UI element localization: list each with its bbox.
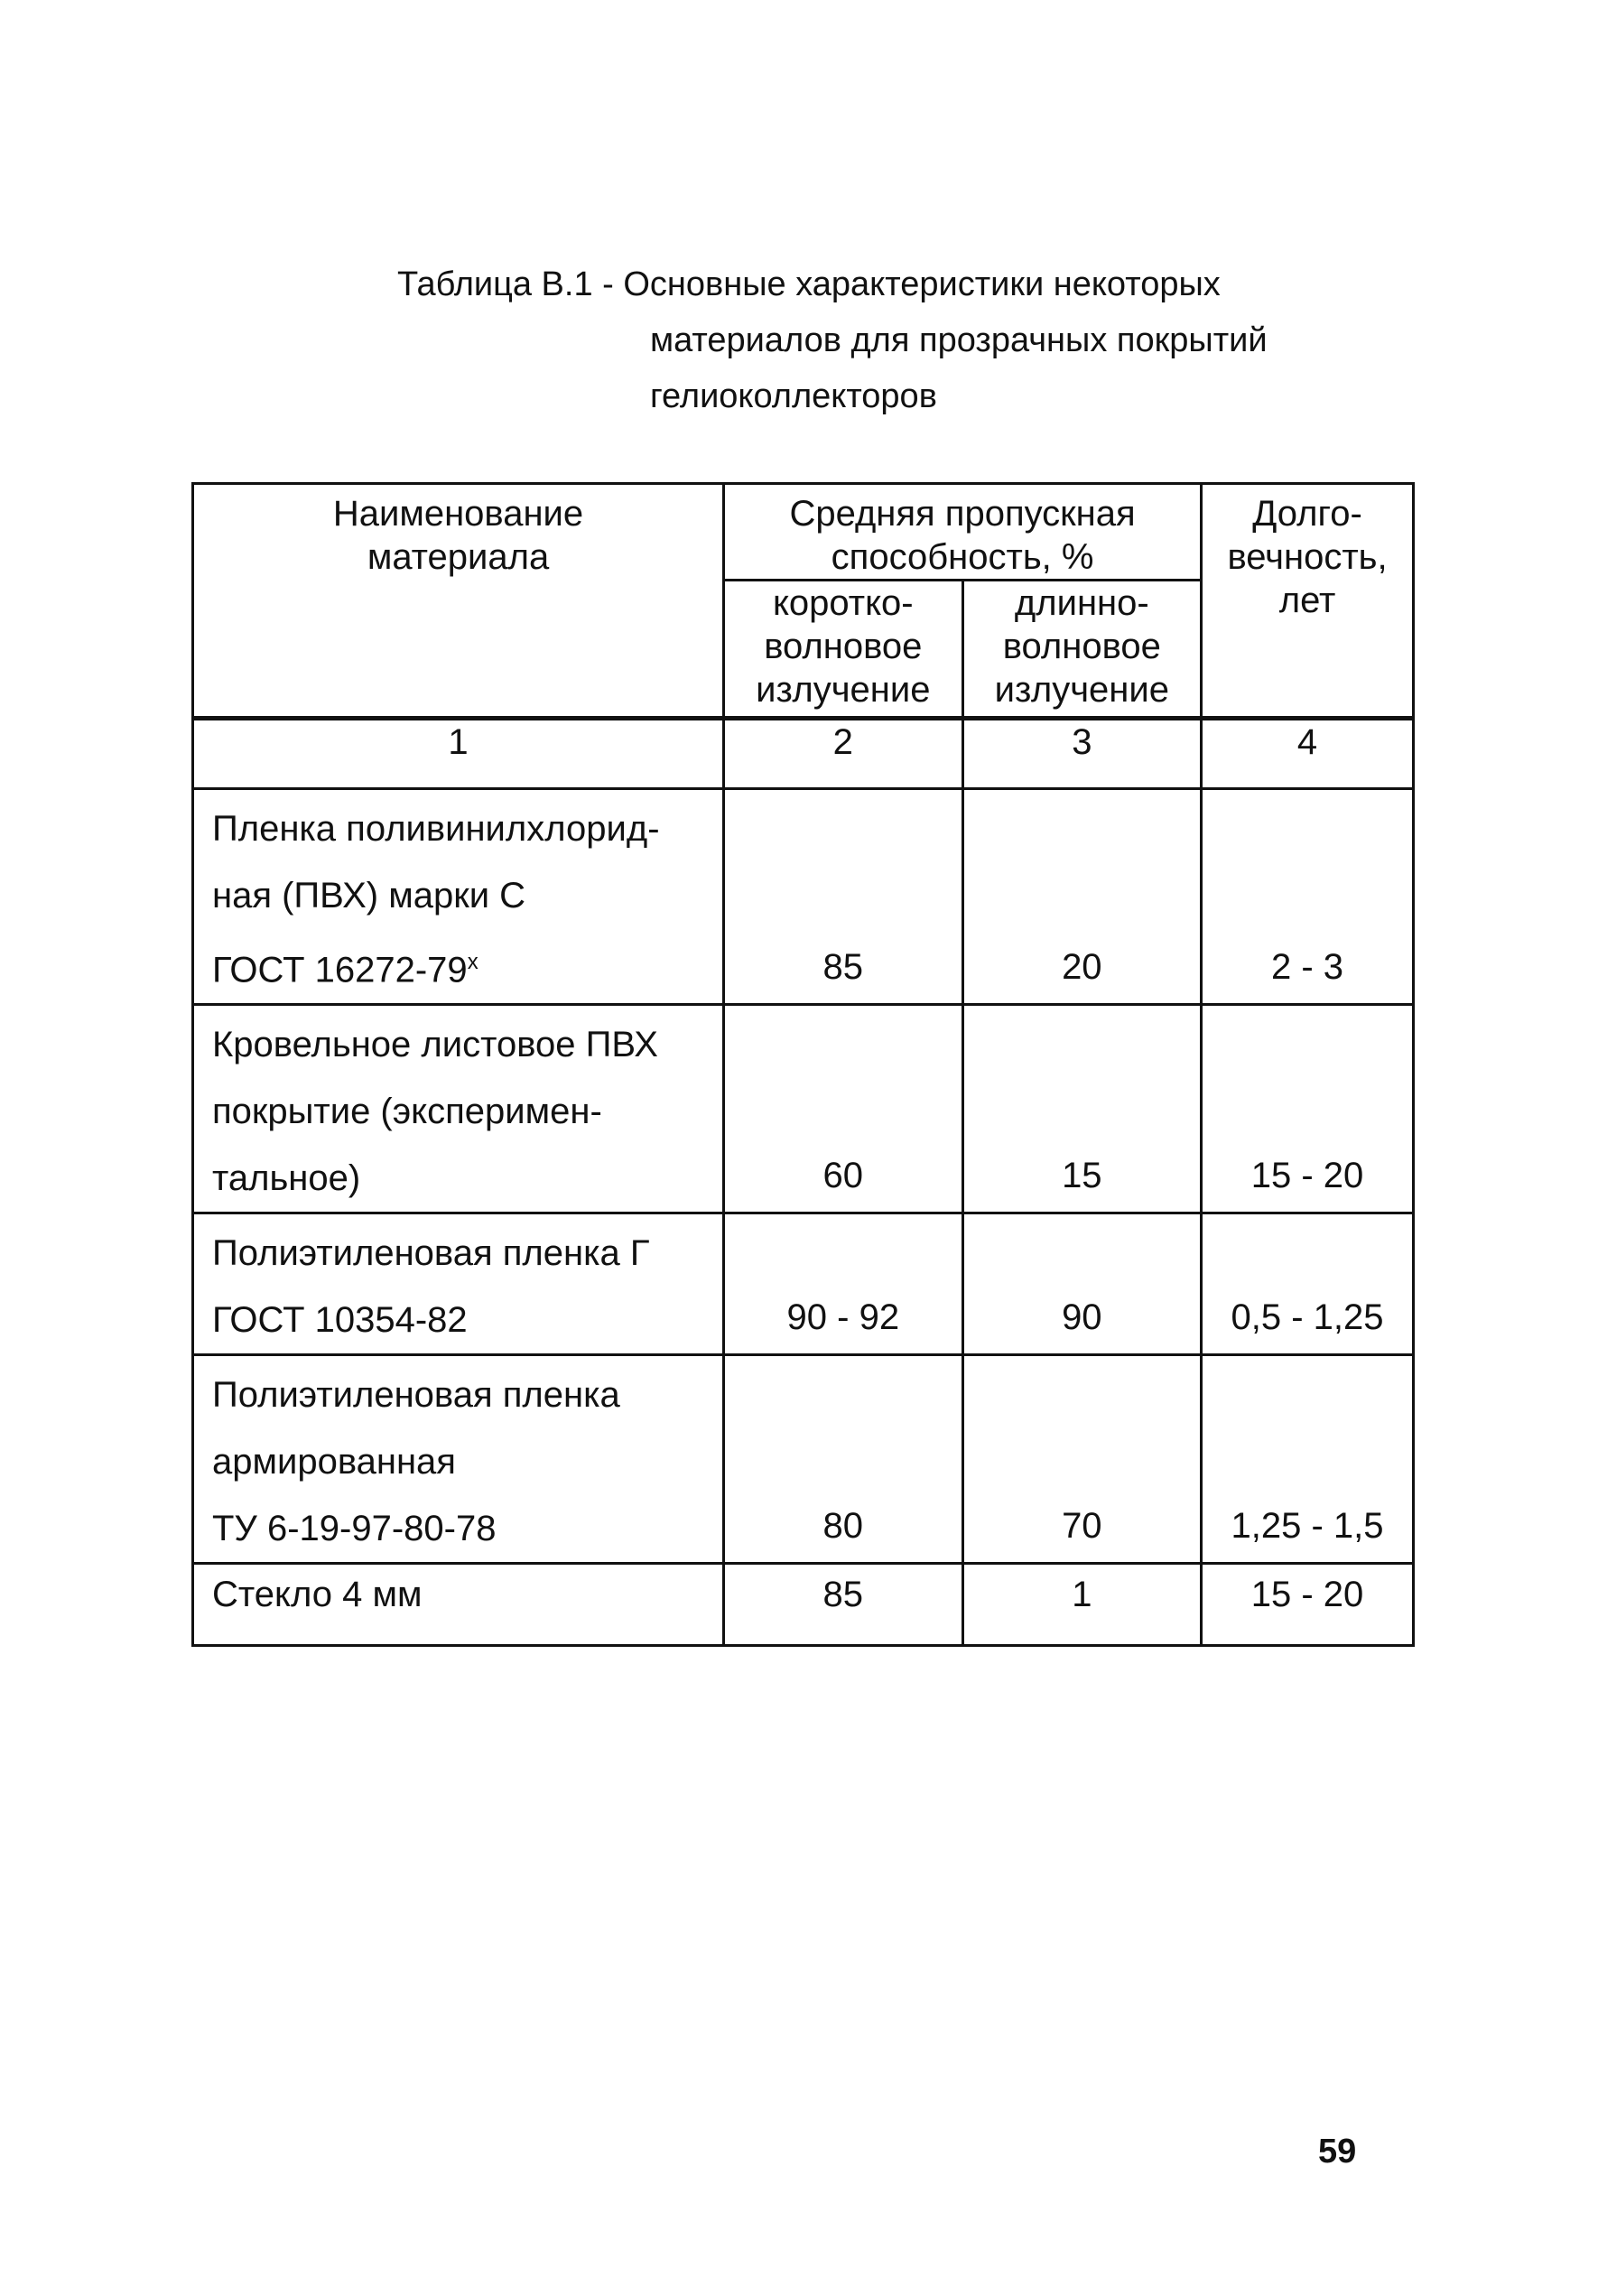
durability-value: 15 - 20: [1202, 1005, 1414, 1213]
short-wave-value: 60: [724, 1005, 963, 1213]
long-wave-value: 15: [962, 1005, 1202, 1213]
long-wave-value: 90: [962, 1213, 1202, 1355]
material-name: Кровельное листовое ПВХ покрытие (эксперимен- тальное): [193, 1005, 724, 1213]
durability-value: 2 - 3: [1202, 789, 1414, 1005]
short-wave-value: 85: [724, 789, 963, 1005]
header-name: Наименование материала: [193, 484, 724, 719]
long-wave-value: 1: [962, 1564, 1202, 1646]
column-numbers-row: [193, 719, 1414, 789]
material-name: Полиэтиленовая пленка армированная ТУ 6-19-97-80-78: [193, 1355, 724, 1564]
material-name: Стекло 4 мм: [193, 1564, 724, 1646]
durability-value: 15 - 20: [1202, 1564, 1414, 1646]
long-wave-value: 20: [962, 789, 1202, 1005]
long-wave-value: 70: [962, 1355, 1202, 1564]
short-wave-value: 80: [724, 1355, 963, 1564]
table-row: [193, 1005, 1414, 1213]
caption-line-1: Таблица В.1 - Основные характеристики некоторых: [397, 265, 1221, 303]
short-wave-value: 85: [724, 1564, 963, 1646]
materials-table: [191, 482, 1415, 1647]
table-row: [193, 1355, 1414, 1564]
header-short-wave: коротко- волновое излучение: [724, 581, 963, 719]
header-long-wave: длинно- волновое излучение: [962, 581, 1202, 719]
material-name: Пленка поливинилхлорид- ная (ПВХ) марки С ГОСТ $16272-79^х$: [193, 789, 724, 1005]
col-number-3: 3: [962, 719, 1202, 789]
col-number-2: 2: [724, 719, 963, 789]
col-number-1: 1: [193, 719, 724, 789]
superscript-mark: х: [467, 950, 478, 974]
caption-line-3: гелиоколлекторов: [650, 377, 937, 415]
short-wave-value: 90 - 92: [724, 1213, 963, 1355]
durability-value: 1,25 - 1,5: [1202, 1355, 1414, 1564]
col-number-4: 4: [1202, 719, 1414, 789]
header-row-1: [193, 484, 1414, 581]
page-number: 59: [1318, 2133, 1357, 2171]
header-durability: Долго- вечность, лет: [1202, 484, 1414, 719]
table-row: [193, 1564, 1414, 1646]
table-row: [193, 1213, 1414, 1355]
table-row: [193, 789, 1414, 1005]
durability-value: 0,5 - 1,25: [1202, 1213, 1414, 1355]
caption-line-2: материалов для прозрачных покрытий: [650, 321, 1268, 359]
material-name: Полиэтиленовая пленка Г ГОСТ 10354-82: [193, 1213, 724, 1355]
table-caption: [397, 256, 1481, 424]
header-transmission: Средняя пропускная способность, %: [724, 484, 1202, 581]
